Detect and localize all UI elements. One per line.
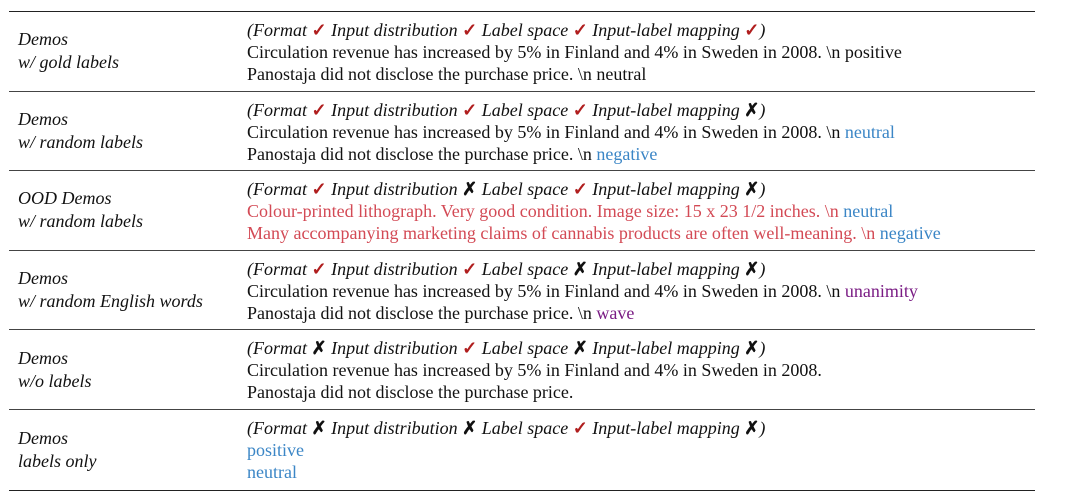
example-input: Panostaja did not disclose the purchase price. \n bbox=[247, 64, 592, 84]
label-space-term: Label space bbox=[481, 99, 569, 120]
example-line bbox=[247, 200, 1035, 222]
property-header: (Format ✓ Input distribution ✓ Label space ✓ Input-label mapping ✗) bbox=[247, 99, 766, 120]
condition-subtitle: w/ random labels bbox=[18, 211, 144, 232]
condition-subtitle: labels only bbox=[18, 450, 97, 471]
input-label-mapping-term: Input-label mapping bbox=[592, 179, 740, 200]
example-line bbox=[247, 222, 1035, 244]
check-icon: ✓ bbox=[572, 20, 588, 40]
example-input: Panostaja did not disclose the purchase price. \n bbox=[247, 143, 592, 164]
example-label: positive bbox=[247, 439, 304, 460]
cross-icon: ✗ bbox=[744, 338, 760, 359]
check-icon: ✓ bbox=[311, 258, 327, 279]
cross-icon: ✗ bbox=[311, 338, 327, 359]
example-cell bbox=[247, 12, 1035, 91]
table-row bbox=[9, 251, 1035, 331]
example-label: negative bbox=[596, 143, 658, 164]
label-space-term: Label space bbox=[481, 338, 569, 359]
format-term: Format bbox=[253, 338, 307, 359]
ood-example-input: Colour-printed lithograph. Very good condition. Image size: 15 x 23 1/2 inches. \n bbox=[247, 201, 839, 222]
condition-subtitle: w/o labels bbox=[18, 370, 92, 391]
label-space-term: Label space bbox=[481, 258, 569, 279]
example-line bbox=[247, 381, 1035, 403]
example-label: unanimity bbox=[844, 280, 918, 301]
format-term: Format bbox=[253, 258, 307, 279]
check-icon: ✓ bbox=[572, 417, 588, 438]
input-label-mapping-term: Input-label mapping bbox=[592, 20, 740, 40]
example-line bbox=[247, 41, 1035, 63]
format-term: Format bbox=[253, 20, 307, 40]
property-header: (Format ✗ Input distribution ✓ Label space ✗ Input-label mapping ✗) bbox=[247, 338, 766, 359]
input-distribution-term: Input distribution bbox=[331, 338, 458, 359]
example-input: Circulation revenue has increased by 5% in Finland and 4% in Sweden in 2008. \n bbox=[247, 42, 841, 62]
example-line bbox=[247, 63, 1035, 85]
label-space-term: Label space bbox=[481, 20, 569, 40]
condition-cell bbox=[9, 251, 247, 330]
example-cell bbox=[247, 92, 1035, 171]
example-label: neutral bbox=[247, 461, 297, 482]
condition-cell bbox=[9, 92, 247, 171]
condition-title: Demos bbox=[18, 108, 68, 129]
format-term: Format bbox=[253, 179, 307, 200]
check-icon: ✓ bbox=[462, 99, 478, 120]
example-label: neutral bbox=[843, 201, 894, 222]
check-icon: ✓ bbox=[311, 20, 327, 40]
example-input: Circulation revenue has increased by 5% in Finland and 4% in Sweden in 2008. bbox=[247, 360, 822, 381]
check-icon: ✓ bbox=[744, 20, 760, 40]
condition-title: Demos bbox=[18, 268, 68, 289]
check-icon: ✓ bbox=[462, 258, 478, 279]
property-header: (Format ✓ Input distribution ✓ Label space ✓ Input-label mapping ✓) bbox=[247, 20, 766, 40]
table-row bbox=[9, 171, 1035, 251]
property-header: (Format ✗ Input distribution ✗ Label space ✓ Input-label mapping ✗) bbox=[247, 417, 766, 438]
check-icon: ✓ bbox=[462, 338, 478, 359]
check-icon: ✓ bbox=[572, 99, 588, 120]
input-distribution-term: Input distribution bbox=[331, 20, 458, 40]
condition-title: OOD Demos bbox=[18, 188, 112, 209]
cross-icon: ✗ bbox=[744, 99, 760, 120]
example-label: negative bbox=[879, 223, 941, 244]
check-icon: ✓ bbox=[572, 179, 588, 200]
example-input: Panostaja did not disclose the purchase price. bbox=[247, 382, 574, 403]
format-term: Format bbox=[253, 417, 307, 438]
example-line bbox=[247, 121, 1035, 143]
condition-cell bbox=[9, 12, 247, 91]
example-line bbox=[247, 359, 1035, 381]
condition-title: Demos bbox=[18, 427, 68, 448]
input-distribution-term: Input distribution bbox=[331, 99, 458, 120]
example-line bbox=[247, 302, 1035, 324]
condition-cell bbox=[9, 410, 247, 490]
label-space-term: Label space bbox=[481, 179, 569, 200]
cross-icon: ✗ bbox=[572, 338, 588, 359]
condition-title: Demos bbox=[18, 347, 68, 368]
example-line bbox=[247, 280, 1035, 302]
example-cell bbox=[247, 410, 1035, 490]
example-cell bbox=[247, 330, 1035, 409]
check-icon: ✓ bbox=[311, 179, 327, 200]
example-line bbox=[247, 461, 1035, 483]
input-distribution-term: Input distribution bbox=[331, 258, 458, 279]
cross-icon: ✗ bbox=[744, 417, 760, 438]
condition-subtitle: w/ random English words bbox=[18, 291, 203, 312]
table-row bbox=[9, 12, 1035, 92]
example-label: wave bbox=[596, 302, 635, 323]
check-icon: ✓ bbox=[462, 20, 478, 40]
input-distribution-term: Input distribution bbox=[331, 417, 458, 438]
example-label: neutral bbox=[596, 64, 647, 84]
example-input: Circulation revenue has increased by 5% in Finland and 4% in Sweden in 2008. \n bbox=[247, 121, 841, 142]
table-row bbox=[9, 410, 1035, 490]
input-label-mapping-term: Input-label mapping bbox=[592, 338, 740, 359]
input-distribution-term: Input distribution bbox=[331, 179, 458, 200]
property-header: (Format ✓ Input distribution ✗ Label space ✓ Input-label mapping ✗) bbox=[247, 179, 766, 200]
cross-icon: ✗ bbox=[311, 417, 327, 438]
demo-conditions-table bbox=[9, 11, 1035, 491]
cross-icon: ✗ bbox=[462, 179, 478, 200]
input-label-mapping-term: Input-label mapping bbox=[592, 417, 740, 438]
cross-icon: ✗ bbox=[744, 258, 760, 279]
condition-title: Demos bbox=[18, 29, 68, 50]
format-term: Format bbox=[253, 99, 307, 120]
table-row bbox=[9, 330, 1035, 410]
example-line bbox=[247, 439, 1035, 461]
ood-example-input: Many accompanying marketing claims of cannabis products are often well-meaning. \n bbox=[247, 223, 876, 244]
example-label: positive bbox=[844, 42, 902, 62]
condition-cell bbox=[9, 330, 247, 409]
table-row bbox=[9, 92, 1035, 172]
example-input: Circulation revenue has increased by 5% in Finland and 4% in Sweden in 2008. \n bbox=[247, 280, 841, 301]
condition-subtitle: w/ random labels bbox=[18, 131, 144, 152]
condition-subtitle: w/ gold labels bbox=[18, 52, 120, 73]
check-icon: ✓ bbox=[311, 99, 327, 120]
example-line bbox=[247, 143, 1035, 165]
example-cell bbox=[247, 171, 1035, 250]
condition-cell bbox=[9, 171, 247, 250]
example-label: neutral bbox=[844, 121, 895, 142]
cross-icon: ✗ bbox=[744, 179, 760, 200]
input-label-mapping-term: Input-label mapping bbox=[592, 258, 740, 279]
property-header: (Format ✓ Input distribution ✓ Label space ✗ Input-label mapping ✗) bbox=[247, 258, 766, 279]
cross-icon: ✗ bbox=[572, 258, 588, 279]
example-cell bbox=[247, 251, 1035, 330]
label-space-term: Label space bbox=[481, 417, 569, 438]
input-label-mapping-term: Input-label mapping bbox=[592, 99, 740, 120]
example-input: Panostaja did not disclose the purchase price. \n bbox=[247, 302, 592, 323]
cross-icon: ✗ bbox=[462, 417, 478, 438]
